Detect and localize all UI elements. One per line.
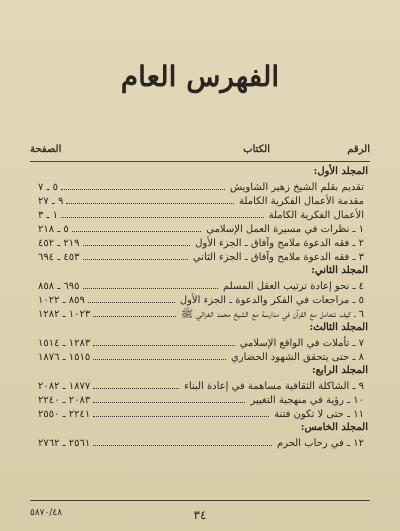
entry-title: ٧ ـ تأملات في الواقع الإسلامي: [239, 338, 364, 349]
entry-pages: ٢٠٨٣ ـ ٢٢٤٠: [38, 395, 91, 406]
entry-pages: ١٠٢٣ ـ ١٢٨٢: [38, 309, 91, 320]
header-rule: [30, 161, 370, 162]
volume-title: المجلد الثالث:: [309, 322, 368, 333]
dot-leader: [93, 337, 234, 346]
dot-leader: [93, 408, 269, 417]
entry-title: تقديم بقلم الشيخ زهير الشاويش: [229, 182, 364, 193]
toc-entry: [38, 237, 370, 251]
volume-heading: [38, 422, 370, 437]
entry-pages: ١ ـ ٣: [38, 210, 59, 221]
dot-leader: [61, 181, 225, 190]
entry-title: ١ ـ نظرات في مسيرة العمل الإسلامي: [206, 224, 364, 235]
dot-leader: [88, 294, 175, 303]
volume-heading: [38, 322, 370, 337]
toc-entry: [38, 308, 370, 322]
entry-pages: ٢٢٤١ ـ ٢٥٥٠: [38, 409, 91, 420]
page-number: ٣٤: [193, 508, 207, 522]
page-title: الفهرس العام: [120, 60, 280, 93]
toc-entry: [38, 223, 370, 237]
column-header-page: الصفحة: [30, 144, 62, 155]
dot-leader: [93, 380, 179, 389]
column-headers: [30, 144, 370, 158]
footer-rule: [30, 500, 370, 501]
entry-pages: ٢٥٦١ ـ ٢٧٦٢: [38, 438, 91, 449]
toc-entry: [38, 251, 370, 265]
entry-pages: ١٥١٥ ـ ١٨٧٦: [38, 352, 91, 363]
entry-pages: ٤٥٣ ـ ٦٩٤: [38, 252, 80, 263]
page-footer: [0, 508, 400, 522]
dot-leader: [72, 223, 201, 232]
volume-heading: [38, 365, 370, 380]
entry-title: ٩ ـ الشاكلة الثقافية مساهمة في إعادة البناء: [184, 381, 364, 392]
volume-title: المجلد الأول:: [313, 166, 368, 177]
volume-heading: [38, 265, 370, 280]
entry-title: ٨ ـ حتى يتحقق الشهود الحضاري: [230, 352, 364, 363]
entry-pages: ٩ ـ ٢٧: [38, 196, 64, 207]
column-header-number: الرقم: [347, 144, 370, 155]
dot-leader: [83, 251, 188, 260]
entry-title: ٤ ـ نحو إعادة ترتيب العقل المسلم: [223, 281, 364, 292]
dot-leader: [93, 351, 226, 360]
dot-leader: [93, 437, 272, 446]
entry-pages: ١٢٨٣ ـ ١٥١٤: [38, 338, 91, 349]
dot-leader: [83, 237, 191, 246]
volume-heading: [38, 166, 370, 181]
entry-title: ١٢ ـ في رحاب الحرم: [277, 438, 364, 449]
toc-entry: [38, 195, 370, 209]
dot-leader: [66, 195, 234, 204]
table-of-contents: [38, 166, 370, 451]
entry-pages: ٥ ـ ٧: [38, 182, 59, 193]
print-code: ٥٨٧٠/٤٨: [30, 508, 63, 518]
entry-pages: ٥ ـ ٢١٨: [38, 224, 69, 235]
volume-title: المجلد الخامس:: [300, 422, 368, 433]
toc-entry: [38, 181, 370, 195]
entry-pages: ٨٥٩ ـ ١٠٢٢: [38, 295, 85, 306]
toc-entry: [38, 337, 370, 351]
dot-leader: [61, 209, 264, 218]
entry-title: ١٠ ـ رؤية في منهجية التغيير: [250, 395, 364, 406]
dot-leader: [83, 280, 218, 289]
entry-pages: ٦٩٥ ـ ٨٥٨: [38, 281, 80, 292]
toc-entry: [38, 394, 370, 408]
entry-title: ٥ ـ مراجعات في الفكر والدعوة ـ الجزء الأول: [179, 295, 364, 306]
entry-title: مقدمة الأعمال الفكرية الكاملة: [239, 196, 364, 207]
toc-entry: [38, 280, 370, 294]
entry-pages: ٢١٩ ـ ٤٥٢: [38, 238, 80, 249]
dot-leader: [93, 308, 176, 317]
toc-entry: [38, 380, 370, 394]
entry-pages: ١٨٧٧ ـ ٢٠٨٢: [38, 381, 91, 392]
toc-entry: [38, 437, 370, 451]
toc-entry: [38, 351, 370, 365]
toc-entry: [38, 294, 370, 308]
volume-title: المجلد الثاني:: [311, 265, 368, 276]
entry-title: ١١ ـ حتى لا تكون فتنة: [274, 409, 364, 420]
toc-entry: [38, 408, 370, 422]
entry-title: ٢ ـ فقه الدعوة ملامح وآفاق ـ الجزء الأول: [195, 238, 364, 249]
toc-entry: [38, 209, 370, 223]
dot-leader: [93, 394, 245, 403]
entry-title: ٣ ـ فقه الدعوة ملامح وآفاق ـ الجزء الثاني: [192, 252, 364, 263]
volume-title: المجلد الرابع:: [311, 365, 368, 376]
column-header-book: الكتاب: [243, 144, 270, 155]
entry-title: ٦ ـ كيف نتعامل مع القرآن في مدارسة مع الشيخ محمد الغزالي ﷺ: [181, 309, 364, 320]
entry-title: الأعمال الفكرية الكاملة: [268, 210, 364, 221]
